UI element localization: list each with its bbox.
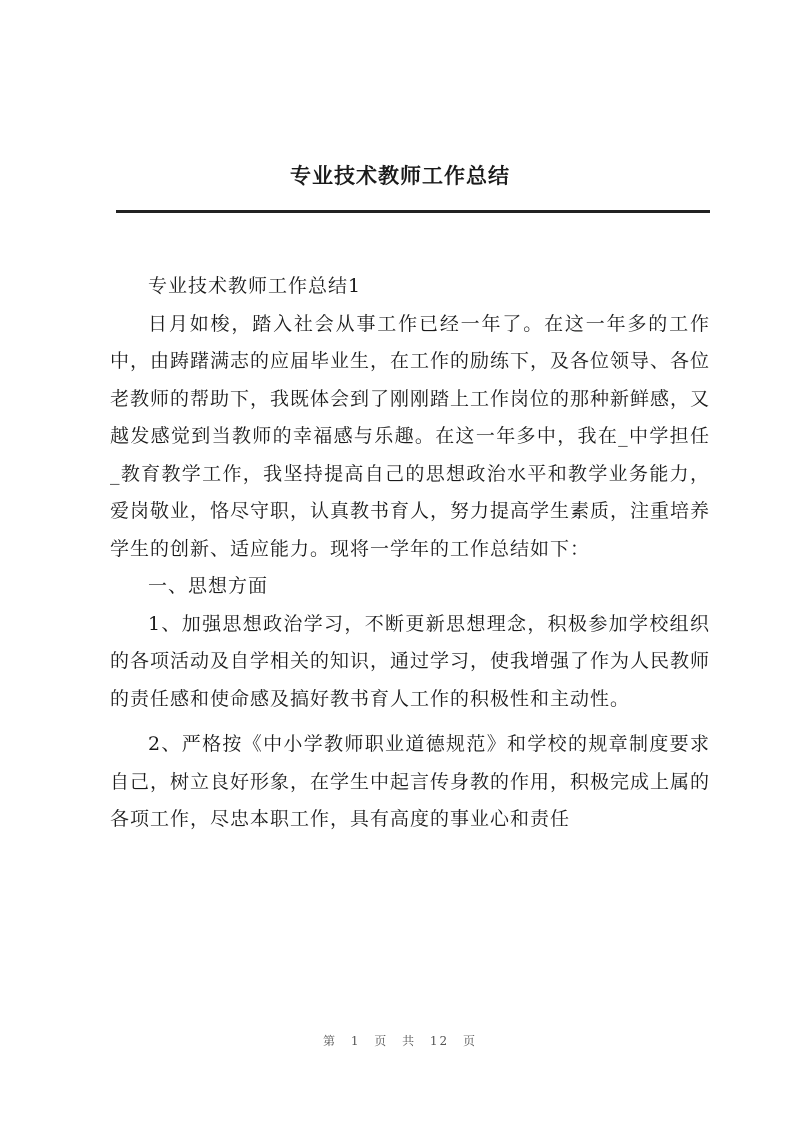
page-number-footer: 第 1 页 共 12 页 xyxy=(323,1034,477,1048)
title-divider xyxy=(116,210,710,213)
paragraph: 日月如梭，踏入社会从事工作已经一年了。在这一年多的工作中，由踌躇满志的应届毕业生，在工作的励练下，及各位领导、各位老教师的帮助下，我既体会到了刚刚踏上工作岗位的那种新鲜感，又越发感觉到当教师的幸福感与乐趣。在这一年多中，我在_中学担任_教育教学工作，我坚持提高自己的思想政治水平和教学业务能力，爱岗敬业，恪尽守职，认真教书育人，努力提高学生素质，注重培养学生的创新、适应能力。现将一学年的工作总结如下： xyxy=(110,312,711,560)
document-body xyxy=(110,268,710,839)
paragraph: 2、严格按《中小学教师职业道德规范》和学校的规章制度要求自己，树立良好形象，在学生中起言传身教的作用，积极完成上属的各项工作，尽忠本职工作，具有高度的事业心和责任 xyxy=(110,733,711,830)
section-heading: 一、思想方面 xyxy=(148,575,269,597)
document-title: 专业技术教师工作总结 xyxy=(290,164,510,188)
section-heading: 专业技术教师工作总结1 xyxy=(148,275,362,297)
paragraph: 1、加强思想政治学习，不断更新思想理念，积极参加学校组织的各项活动及自学相关的知识，通过学习，使我增强了作为人民教师的责任感和使命感及搞好教书育人工作的积极性和主动性。 xyxy=(110,612,711,710)
